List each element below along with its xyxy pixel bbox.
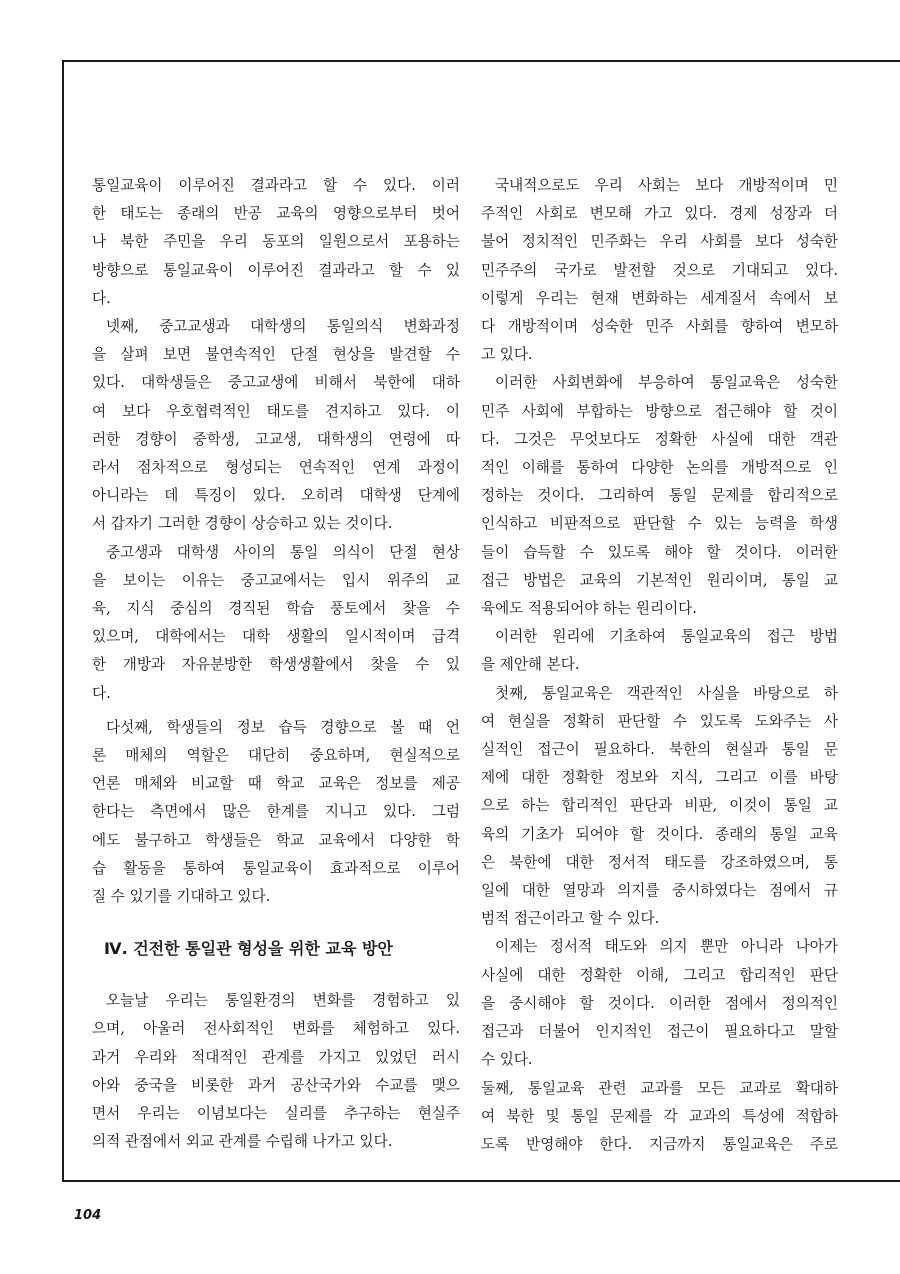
text-line: 민주주의 국가로 발전할 것으로 기대되고 있다. xyxy=(481,261,838,279)
paragraph xyxy=(92,313,460,539)
page-frame-top-rule xyxy=(62,60,900,62)
text-line: 라서 점차적으로 형성되는 연속적인 연계 과정이 xyxy=(92,459,460,477)
paragraph xyxy=(481,172,838,369)
text-line: 한다는 측면에서 많은 한계를 지니고 있다. 그럼 xyxy=(92,803,460,821)
text-line: 으로 하는 합리적인 판단과 비판, 이것이 통일 교 xyxy=(481,797,838,815)
page-number: 104 xyxy=(74,1208,102,1223)
text-line: 론 매체의 역할은 대단히 중요하며, 현실적으로 xyxy=(92,747,460,765)
text-line: 에도 불구하고 학생들은 학교 교육에서 다양한 학 xyxy=(92,831,460,849)
text-line: 오늘날 우리는 통일환경의 변화를 경험하고 있 xyxy=(106,992,460,1010)
text-line: 중고생과 대학생 사이의 통일 의식이 단절 현상 xyxy=(106,543,460,561)
text-line: 있으며, 대학에서는 대학 생활의 일시적이며 급격 xyxy=(92,628,460,646)
text-line: 있다. 대학생들은 중고교생에 비해서 북한에 대하 xyxy=(92,374,460,392)
left-column xyxy=(92,172,460,1157)
text-line: 다. xyxy=(92,289,111,307)
text-line: 으며, 아울러 전사회적인 변화를 체험하고 있다. xyxy=(92,1020,460,1038)
text-line: 한 개방과 자유분방한 학생생활에서 찾을 수 있 xyxy=(92,656,460,674)
text-line: 넷째, 중고교생과 대학생의 통일의식 변화과정 xyxy=(106,318,460,336)
text-line: 방향으로 통일교육이 이루어진 결과라고 할 수 있 xyxy=(92,261,460,279)
text-line: 다섯째, 학생들의 정보 습득 경향으로 볼 때 언 xyxy=(106,718,460,736)
paragraph xyxy=(481,680,838,934)
text-line: 이러한 원리에 기초하여 통일교육의 접근 방법 xyxy=(495,628,838,646)
text-line: 수 있다. xyxy=(481,1051,533,1069)
section-heading: Ⅳ. 건전한 통일관 형성을 위한 교육 방안 xyxy=(104,939,393,959)
text-line: 을 제안해 본다. xyxy=(481,656,580,674)
text-line: 육에도 적용되어야 하는 원리이다. xyxy=(481,600,697,618)
text-line: 다. 그것은 무엇보다도 정확한 사실에 대한 객관 xyxy=(481,430,838,448)
text-line: 러한 경향이 중학생, 고교생, 대학생의 연령에 따 xyxy=(92,430,460,448)
right-column xyxy=(481,172,838,1159)
text-line: 과거 우리와 적대적인 관계를 가지고 있었던 러시 xyxy=(92,1048,460,1066)
text-line: 실적인 접근이 필요하다. 북한의 현실과 통일 문 xyxy=(481,741,838,759)
text-line: 한 태도는 종래의 반공 교육의 영향으로부터 벗어 xyxy=(92,205,460,223)
text-line: 제에 대한 정확한 정보와 지식, 그리고 이를 바탕 xyxy=(481,769,838,787)
text-line: 주적인 사회로 변모해 가고 있다. 경제 성장과 더 xyxy=(481,205,838,223)
text-line: 다. xyxy=(92,684,111,702)
paragraph xyxy=(481,623,838,679)
text-line: 언론 매체와 비교할 때 학교 교육은 정보를 제공 xyxy=(92,775,460,793)
text-line: 서 갑자기 그러한 경향이 상승하고 있는 것이다. xyxy=(92,515,393,533)
text-line: 질 수 있기를 기대하고 있다. xyxy=(92,888,271,906)
text-line: 불어 정치적인 민주화는 우리 사회를 보다 성숙한 xyxy=(481,233,838,251)
page-frame-left-rule xyxy=(62,60,64,1182)
text-line: 국내적으로도 우리 사회는 보다 개방적이며 민 xyxy=(495,177,838,194)
page-frame-bottom-rule xyxy=(62,1180,900,1182)
text-line: 적인 이해를 통하여 다양한 논의를 개방적으로 인 xyxy=(481,459,838,477)
text-line: 둘째, 통일교육 관련 교과를 모든 교과로 확대하 xyxy=(481,1079,838,1097)
text-line: 아와 중국을 비롯한 과거 공산국가와 수교를 맺으 xyxy=(92,1076,460,1094)
text-line: 민주 사회에 부합하는 방향으로 접근해야 할 것이 xyxy=(481,402,838,420)
text-line: 통일교육이 이루어진 결과라고 할 수 있다. 이러 xyxy=(92,177,460,194)
text-line: 을 살펴 보면 불연속적인 단절 현상을 발견할 수 xyxy=(92,346,460,364)
text-line: 나 북한 주민을 우리 동포의 일원으로서 포용하는 xyxy=(92,233,460,251)
text-line: 이렇게 우리는 현재 변화하는 세계질서 속에서 보 xyxy=(481,289,838,307)
paragraph xyxy=(92,172,460,313)
paragraph xyxy=(92,539,460,708)
text-line: 인식하고 비판적으로 판단할 수 있는 능력을 학생 xyxy=(481,515,838,533)
text-line: 육의 기초가 되어야 할 것이다. 종래의 통일 교육 xyxy=(481,825,838,843)
text-line: 면서 우리는 이념보다는 실리를 추구하는 현실주 xyxy=(92,1105,460,1123)
text-line: 접근 방법은 교육의 기본적인 원리이며, 통일 교 xyxy=(481,571,838,589)
text-line: 첫째, 통일교육은 객관적인 사실을 바탕으로 하 xyxy=(495,684,838,702)
paragraph xyxy=(92,987,460,1156)
text-line: 사실에 대한 정확한 이해, 그리고 합리적인 판단 xyxy=(481,966,838,984)
text-line: 들이 습득할 수 있도록 해야 할 것이다. 이러한 xyxy=(481,543,838,561)
text-line: 습 활동을 통하여 통일교육이 효과적으로 이루어 xyxy=(92,859,460,877)
text-line: 이제는 정서적 태도와 의지 뿐만 아니라 나아가 xyxy=(495,938,838,956)
text-line: 의적 관점에서 외교 관계를 수립해 나가고 있다. xyxy=(92,1133,393,1151)
text-line: 접근과 더불어 인지적인 접근이 필요하다고 말할 xyxy=(481,1023,838,1041)
text-line: 을 중시해야 할 것이다. 이러한 점에서 정의적인 xyxy=(481,994,838,1012)
paragraph xyxy=(481,369,838,623)
text-line: 이러한 사회변화에 부응하여 통일교육은 성숙한 xyxy=(495,374,838,392)
paragraph xyxy=(481,933,838,1074)
text-line: 은 북한에 대한 정서적 태도를 강조하였으며, 통 xyxy=(481,853,838,871)
text-line: 을 보이는 이유는 중고교에서는 입시 위주의 교 xyxy=(92,571,460,589)
text-line: 육, 지식 중심의 경직된 학습 풍토에서 찾을 수 xyxy=(92,600,460,618)
text-line: 여 북한 및 통일 문제를 각 교과의 특성에 적합하 xyxy=(481,1107,838,1125)
text-line: 고 있다. xyxy=(481,346,533,364)
text-line: 여 현실을 정확히 판단할 수 있도록 도와주는 사 xyxy=(481,712,838,730)
paragraph xyxy=(481,1075,838,1160)
text-line: 범적 접근이라고 할 수 있다. xyxy=(481,910,660,928)
text-line: 다 개방적이며 성숙한 민주 사회를 향하여 변모하 xyxy=(481,318,838,336)
text-line: 여 보다 우호협력적인 태도를 견지하고 있다. 이 xyxy=(92,402,460,420)
paragraph xyxy=(92,714,460,911)
text-line: 정하는 것이다. 그리하여 통일 문제를 합리적으로 xyxy=(481,487,838,505)
text-line: 도록 반영해야 한다. 지금까지 통일교육은 주로 xyxy=(481,1135,838,1153)
text-line: 일에 대한 열망과 의지를 중시하였다는 점에서 규 xyxy=(481,882,838,900)
text-line: 아니라는 데 특징이 있다. 오히려 대학생 단계에 xyxy=(92,487,460,505)
